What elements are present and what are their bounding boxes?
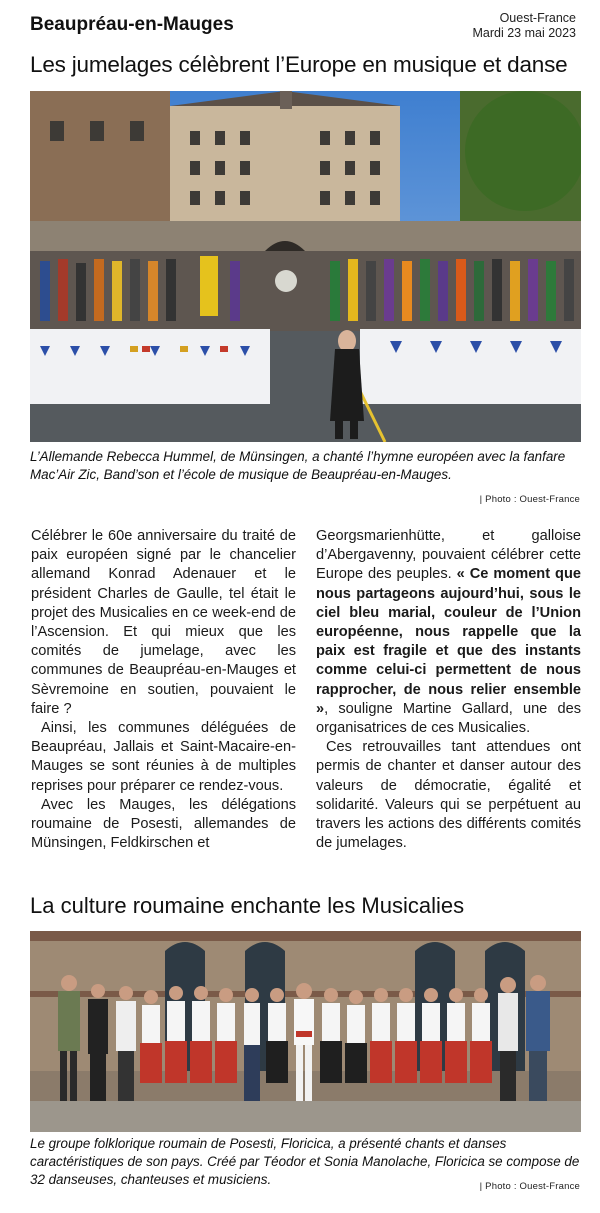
body-paragraph: Ainsi, les communes déléguées de Beaupréau, Jallais et Saint-Macaire-en-Mauges se sont réunies à de multiples reprises pour préparer ce rendez-vous. (31, 720, 296, 794)
town-heading: Beaupréau-en-Mauges (30, 14, 234, 35)
body-text: Georgsmarienhütte, et galloise d’Abergavenny, pouvaient célébrer cette Europe des peuples. (316, 528, 581, 583)
body-paragraph: Ces retrouvailles tant attendues ont permis de chanter et danser autour des valeurs de démocratie, égalité et solidarité. Valeurs qui se perpétuent au travers les actions des différents comités de jumelages. (316, 739, 581, 852)
source-block (472, 11, 576, 41)
body-paragraph (316, 527, 581, 738)
body-text: , souligne Martine Gallard, une des organisatrices de ces Musicalies. (316, 700, 581, 737)
photo-credit: | Photo : Ouest-France (479, 494, 580, 505)
body-paragraph: Avec les Mauges, les délégations roumaine de Posesti, allemandes de Münsingen, Feldkirschen et (31, 796, 296, 852)
article-column-right (316, 527, 581, 853)
concert-photo (30, 91, 581, 442)
photo-credit: | Photo : Ouest-France (479, 1181, 580, 1192)
body-paragraph: Célébrer le 60e anniversaire du traité de paix européen signé par le chancelier allemand Konrad Adenauer et le président Charles de Gaulle, tel était le projet des Musicalies en ce week-end de l’Ascension. Et qui mieux que les comités de jumelage, avec les communes de Beaupréau-en-Mauges et Sèvremoine en soutien, pouvaient le faire ? (31, 528, 296, 717)
folk-group-photo (30, 931, 581, 1132)
newspaper-name: Ouest-France (499, 11, 576, 25)
article-column-left (31, 527, 296, 853)
article-headline: La culture roumaine enchante les Musicalies (30, 893, 465, 918)
pull-quote: « Ce moment que nous partageons aujourd’hui, sous le ciel bleu marial, couleur de l’Union européenne, nous rappelle que la paix est fragile et que des instants comme celui-ci permettent de nous rapprocher, de nous relier ensemble » (316, 566, 581, 717)
photo-caption: L’Allemande Rebecca Hummel, de Münsingen, a chanté l’hymne européen avec la fanfare Mac’Air Zic, Band’son et l’école de musique de Beaupréau-en-Mauges. (30, 449, 566, 482)
article-headline: Les jumelages célèbrent l’Europe en musique et danse (30, 52, 568, 77)
publication-date: Mardi 23 mai 2023 (472, 26, 576, 40)
photo-caption: Le groupe folklorique roumain de Posesti, Floricica, a présenté chants et danses caractéristiques de son pays. Créé par Téodor et Sonia Manolache, Floricica se compose de 32 danseuses, chanteuses et musiciens. (30, 1136, 580, 1187)
